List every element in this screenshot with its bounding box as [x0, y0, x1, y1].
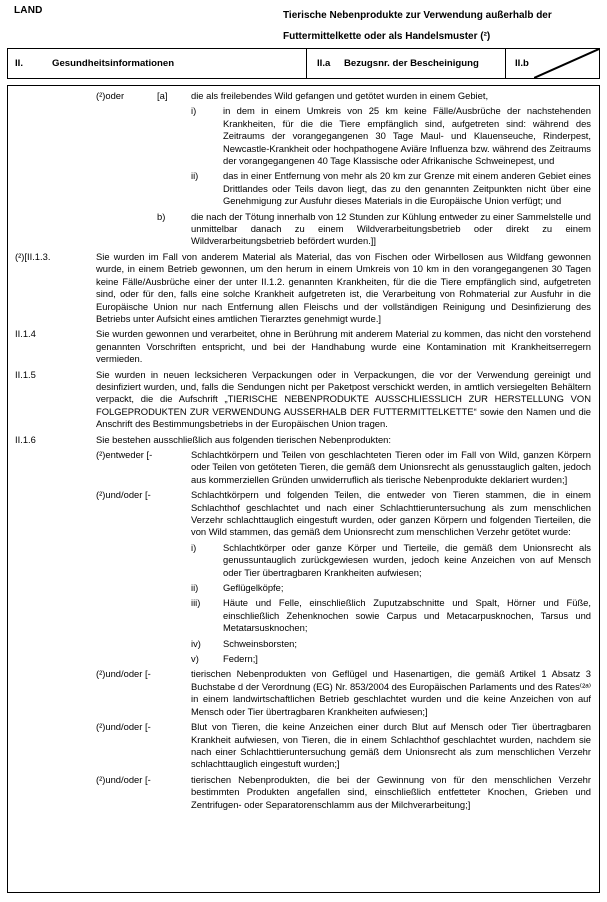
certificate-clause [15, 328, 591, 365]
document-title [283, 5, 593, 47]
roman-numeral-marker: iv) [191, 637, 201, 649]
item-number: II.1.4 [15, 328, 36, 340]
paragraph-text: Häute und Felle, einschließlich Zuputzabschnitte und Spalt, Hörner und Füße, einschließlich Zehenknochen sowie Carpus und Metacarpusknochen, Tarsus und Metatarsusknochen; [223, 597, 591, 634]
section-header-table [7, 48, 600, 79]
indent-spacer [96, 597, 191, 634]
diagonal-strikethrough-line [534, 49, 599, 78]
roman-numeral-marker: i) [191, 105, 197, 117]
letter-marker: b) [157, 210, 166, 222]
paragraph-text: Blut von Tieren, die keine Anzeichen einer durch Blut auf Mensch oder Tier übertragbaren Krankheit aufwiesen, von Tieren, die in einem Schlachthof geschlachtet wurden, nachdem sie nach einer Schlachttieruntersuchung gemäß dem Unionsrecht als zum menschlichen Verzehr schlachttauglich eingestuft wurden;] [191, 721, 591, 770]
iib-label: II.b [515, 58, 529, 69]
paragraph-text: tierischen Nebenprodukten von Geflügel und Hasenartigen, die gemäß Artikel 1 Absatz 3 Buchstabe d der Verordnung (EG) Nr. 853/2004 des Europäischen Parlaments und des Rates⁽²ᵃ⁾ in einem landwirtschaftlichen Betrieb geschlachtet wurden und die keine Anzeichen von auf Mensch oder Tier übertragbaren Krankheiten aufwiesen;] [191, 668, 591, 717]
item-number [15, 721, 96, 771]
option-marker: (²)entweder [- [96, 448, 153, 460]
certificate-clause [15, 721, 591, 771]
option-marker: (²)und/oder [- [96, 668, 151, 680]
item-number [15, 211, 96, 248]
certificate-clause [15, 668, 591, 718]
paragraph-text: Sie wurden im Fall von anderem Material als Material, das von Fischen oder Wirbellosen aus Wildfang gewonnen wurde, in einem Betrieb gewonnen, um den herum in einem Umkreis von 10 km in den vorangegangenen 30 Tagen keine Fälle/Ausbrüche einer der unter II.1.2. genannten Krankheiten, für die die Tiere empfänglich sind, aufgetreten sind, oder für den, falls eine solche Krankheit aufgetreten ist, die Verarbeitung von Rohmaterial zur Ausfuhr in die Europäische Union nur nach Entfernung allen Fleischs und der vollständigen Reinigung und Desinfizierung des Betriebs unter Aufsicht eines amtlichen Tierarztes genehmigt wurde.] [96, 250, 591, 324]
item-number [15, 90, 96, 102]
paragraph-text: Geflügelköpfe; [223, 582, 284, 594]
item-number [15, 489, 96, 539]
document-title-line1: Tierische Nebenprodukte zur Verwendung außerhalb der [283, 10, 552, 21]
option-marker: (²)und/oder [- [96, 721, 151, 733]
section-title: Gesundheitsinformationen [52, 58, 175, 69]
paragraph-text: Schlachtkörper oder ganze Körper und Tierteile, die gemäß dem Unionsrecht als genussuntauglich zurückgewiesen wurden, jedoch keine Anzeichen von auf Mensch oder Tier übertragbaren Krankheiten aufwiesen; [223, 541, 591, 578]
paragraph-text: Schlachtkörpern und Teilen von geschlachteten Tieren oder im Fall von Wild, ganzen Körpern oder Teilen von getöteten Tieren, die gemäß dem Unionsrecht als genusstauglich galten, jedoch aus kommerziellen Gründen unwiderruflich als tierische Nebenprodukte deklariert wurden;] [191, 448, 591, 485]
item-number [15, 170, 96, 207]
item-number [15, 653, 96, 665]
certificate-clause [15, 489, 591, 539]
item-number [15, 105, 96, 167]
indent-spacer [96, 211, 157, 248]
roman-numeral-marker: iii) [191, 597, 201, 609]
certificate-clause [15, 542, 591, 579]
section-number: II. [15, 58, 23, 69]
item-number [15, 582, 96, 594]
reference-number-label: II.a [317, 58, 331, 69]
paragraph-text: die nach der Tötung innerhalb von 12 Stunden zur Kühlung entweder zu einer Sammelstelle und unmittelbar danach zu einem Wildverarbeitungsbetrieb oder direkt zu einem Wildverarbeitungsbetrieb befördert wurden.]] [191, 210, 591, 247]
indent-spacer [96, 105, 191, 167]
option-marker: (²)und/oder [- [96, 489, 151, 501]
item-number: II.1.6 [15, 433, 36, 445]
certificate-clause [15, 105, 591, 167]
certificate-clause [15, 774, 591, 811]
paragraph-text: das in einer Entfernung von mehr als 20 km zur Grenze mit einem anderen Gebiet eines Drittlandes oder Teils davon liegt, das zu den genannten Zeitpunkten nicht über eine Genehmigung zur Ausfuhr dieses Materials in die Europäische Union verfügt; und [223, 170, 591, 207]
document-title-line2: Futtermittelkette oder als Handelsmuster (²) [283, 31, 491, 42]
health-information-body [7, 85, 600, 893]
certificate-clause [15, 170, 591, 207]
indent-spacer [96, 653, 191, 665]
item-number [15, 638, 96, 650]
indent-spacer [96, 638, 191, 650]
paragraph-text: Sie wurden in neuen lecksicheren Verpackungen oder in Verpackungen, die vor der Verwendung gereinigt und desinfiziert wurden, und, falls die Sendungen nicht per Paketpost verschickt werden, in amtlich versiegelten Behältern verpackt, die die Aufschrift „TIERISCHE NEBENPRODUKTE AUSSCHLIESSLICH ZUR HERSTELLUNG VON FOLGEPRODUKTEN ZUR VERWENDUNG AUSSERHALB DER FUTTERMITTELKETTE“ sowie den Namen und die Anschrift des Bestimmungsbetriebs in der Europäischen Union tragen. [96, 368, 591, 430]
item-number [15, 597, 96, 634]
certificate-clause [15, 449, 591, 486]
header-cell-health-information [8, 49, 307, 78]
paragraph-text: Schlachtkörpern und folgenden Teilen, die entweder von Tieren stammen, die in einem Schlachthof geschlachtet und nach einer Schlachttieruntersuchung als zum menschlichen Verzehr schlachttauglich eingestuft wurden, oder ganzen Körpern und folgenden Tierteilen, die von Wild stammen, das gemäß dem Unionsrecht zum menschlichen Verzehr getötet wurde: [191, 489, 591, 538]
item-number: (²)[II.1.3. [15, 250, 51, 262]
paragraph-text: Schweinsborsten; [223, 637, 297, 649]
roman-numeral-marker: ii) [191, 170, 199, 182]
certificate-clause [15, 90, 591, 102]
indent-spacer [96, 170, 191, 207]
reference-label: Bezugsnr. der Bescheinigung [344, 58, 479, 69]
item-number [15, 774, 96, 811]
header-cell-iib [506, 49, 599, 78]
option-marker: (²)und/oder [- [96, 773, 151, 785]
certificate-clause [15, 582, 591, 594]
certificate-clause [15, 369, 591, 431]
certificate-clause [15, 653, 591, 665]
paragraph-text: Sie bestehen ausschließlich aus folgenden tierischen Nebenprodukten: [96, 433, 391, 445]
header-cell-certificate-reference [307, 49, 506, 78]
letter-marker: [a] [157, 90, 168, 101]
indent-spacer [96, 582, 191, 594]
certificate-clause [15, 251, 591, 325]
certificate-clause [15, 638, 591, 650]
item-number [15, 668, 96, 718]
country-label: LAND [14, 5, 43, 16]
item-number: II.1.5 [15, 368, 36, 380]
indent-spacer [96, 542, 191, 579]
option-marker: (²)oder [96, 90, 125, 101]
certificate-clause [15, 434, 591, 446]
paragraph-text: in dem in einem Umkreis von 25 km keine Fälle/Ausbrüche der nachstehenden Krankheiten, für die die Tiere empfänglich sind, aufgetreten sind: während des Zeitraums der vorangegangenen 30 Tage Maul- und Klauenseuche, Rinderpest, Newcastle-Krankheit oder hochpathogene Aviäre Influenza bzw. während des Zeitraums der vorangegangenen 40 Tage Klassische oder Afrikanische Schweinepest, und [223, 105, 591, 167]
item-number [15, 449, 96, 486]
paragraph-text: Sie wurden gewonnen und verarbeitet, ohne in Berührung mit anderem Material zu kommen, das nicht den vorstehend genannten Vorschriften entspricht, und bei der Handhabung wurde eine Kontamination mit Krankheitserregern vermieden. [96, 328, 591, 365]
certificate-clause [15, 211, 591, 248]
paragraph-text: die als freilebendes Wild gefangen und getötet wurden in einem Gebiet, [191, 90, 489, 101]
certificate-clause [15, 597, 591, 634]
paragraph-text: tierischen Nebenprodukten, die bei der Gewinnung von für den menschlichen Verzehr bestimmten Produkten angefallen sind, einschließlich entfetteter Knochen, Grieben und Zentrifugen- oder Separatorenschlamm aus der Milchverarbeitung;] [191, 773, 591, 810]
paragraph-text: Federn;] [223, 653, 258, 665]
roman-numeral-marker: i) [191, 541, 197, 553]
roman-numeral-marker: v) [191, 653, 199, 665]
roman-numeral-marker: ii) [191, 582, 199, 594]
item-number [15, 542, 96, 579]
